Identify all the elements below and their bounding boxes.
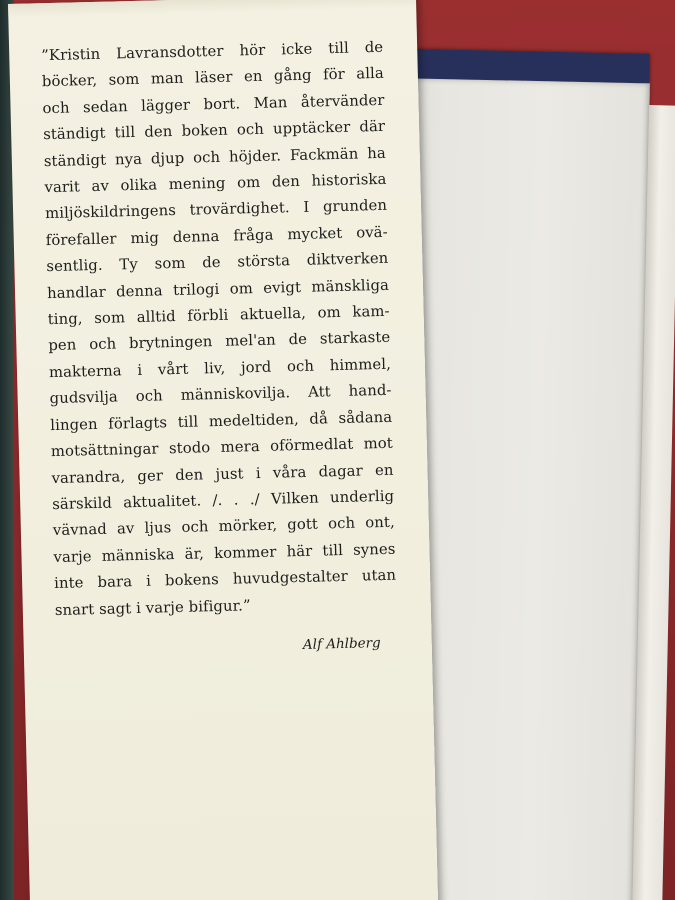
blurb-line: vävnad av ljus och mörker, gott och ont, (52, 514, 395, 540)
blurb-line: ständigt till den boken och upptäcker där (43, 118, 386, 144)
blurb-line: handlar denna trilogi om evigt mänskliga (46, 276, 390, 302)
blurb-line: gudsvilja och människovilja. Att hand- (49, 382, 392, 408)
blurb-line: ”Kristin Lavransdotter hör icke till de (41, 38, 384, 65)
blurb-line: motsättningar stodo mera oförmedlat mot (50, 434, 394, 461)
blurb-line: sentlig. Ty som de största diktverken (46, 250, 389, 276)
blurb-line: inte bara i bokens huvudgestalter utan (53, 566, 397, 593)
flap-fold-shadow (8, 0, 416, 18)
blurb-line: pen och brytningen mel'an de starkaste (48, 329, 391, 355)
blurb-line: ständigt nya djup och höjder. Fackmän ha (43, 144, 386, 170)
blurb-line: böcker, som man läser en gång för alla (41, 65, 385, 91)
dust-jacket-flap (8, 0, 438, 900)
blurb-line: varit av olika mening om den historiska (44, 170, 387, 197)
blurb-text (41, 35, 397, 624)
blurb-line: miljöskildringens trovärdighet. I grunden (44, 197, 388, 223)
blurb-line: lingen förlagts till medeltiden, då sådana (50, 408, 393, 434)
attribution-author: Alf Ahlberg (302, 635, 381, 653)
blurb-line: varje människa är, kommer här till synes (53, 540, 396, 566)
blurb-line: särskild aktualitet. /. . ./ Vilken underlig (52, 487, 395, 513)
blurb-line: makterna i vårt liv, jord och himmel, (48, 355, 392, 381)
blurb-line: snart sagt i varje bifigur.” (54, 596, 251, 619)
blurb-line: ting, som alltid förbli aktuella, om kam- (47, 302, 390, 329)
blurb-line: förefaller mig denna fråga mycket ovä- (45, 223, 388, 249)
blurb-line: och sedan lägger bort. Man återvänder (42, 91, 385, 117)
blurb-line: varandra, ger den just i våra dagar en (51, 461, 394, 487)
